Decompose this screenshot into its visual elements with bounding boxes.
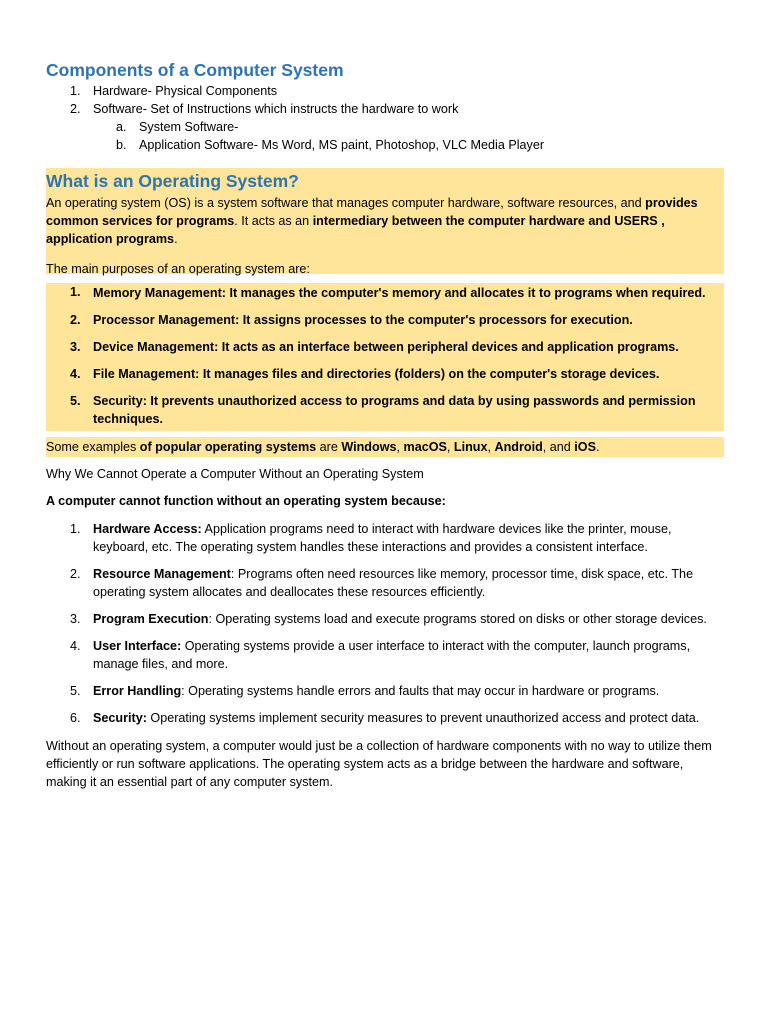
- list-item: 2. Software- Set of Instructions which instructs the hardware to work: [70, 102, 459, 116]
- list-item: 4. File Management: It manages files and directories (folders) on the computer's storage devices.: [70, 367, 660, 381]
- reasons-list: [46, 520, 726, 736]
- components-list: [46, 82, 726, 154]
- conclusion-paragraph: Without an operating system, a computer would just be a collection of hardware components with no way to utilize them efficiently or run software applications. The operating system acts as a bridge between the hardware and software, making it an essential part of any computer system.: [46, 739, 712, 789]
- sub-list-item: b. Application Software- Ms Word, MS paint, Photoshop, VLC Media Player: [116, 138, 545, 152]
- why-title: Why We Cannot Operate a Computer Without an Operating System: [46, 467, 424, 481]
- list-item: 2. Resource Management: Programs often need resources like memory, processor time, disk space, etc. The operating system allocates and deallocates these resources efficiently.: [70, 567, 694, 599]
- list-item: 3. Program Execution: Operating systems load and execute programs stored on disks or other storage devices.: [70, 612, 707, 626]
- list-item: 6. Security: Operating systems implement security measures to prevent unauthorized access and protect data.: [70, 711, 700, 725]
- list-item: 1. Memory Management: It manages the computer's memory and allocates it to programs when required.: [70, 285, 706, 300]
- list-item: 5. Error Handling: Operating systems handle errors and faults that may occur in hardware or programs.: [70, 684, 660, 698]
- list-item: 1. Hardware- Physical Components: [70, 84, 278, 98]
- os-examples: Some examples of popular operating systems are Windows, macOS, Linux, Android, and iOS.: [46, 437, 724, 457]
- os-definition-block: [46, 168, 724, 274]
- list-item: 3. Device Management: It acts as an interface between peripheral devices and application programs.: [70, 340, 679, 354]
- section-title-os: What is an Operating System?: [46, 171, 299, 191]
- why-lead: A computer cannot function without an operating system because:: [46, 494, 446, 508]
- os-definition: An operating system (OS) is a system software that manages computer hardware, software resources, and provides common services for programs. It acts as an intermediary between the computer hardware and USERS , application programs.: [46, 196, 698, 246]
- list-item: 4. User Interface: Operating systems provide a user interface to interact with the computer, launch programs, manage files, and more.: [70, 639, 691, 671]
- os-purposes-block: [46, 283, 724, 431]
- list-item: 5. Security: It prevents unauthorized access to programs and data by using passwords and permission techniques.: [70, 394, 696, 426]
- os-purpose-lead: The main purposes of an operating system are:: [46, 262, 310, 276]
- sub-list-item: a. System Software-: [116, 120, 239, 134]
- list-item: 1. Hardware Access: Application programs need to interact with hardware devices like the printer, mouse, keyboard, etc. The operating system handles these interactions and provides a consistent interface.: [70, 522, 672, 554]
- section-title-components: Components of a Computer System: [46, 60, 344, 80]
- list-item: 2. Processor Management: It assigns processes to the computer's processors for execution.: [70, 313, 633, 327]
